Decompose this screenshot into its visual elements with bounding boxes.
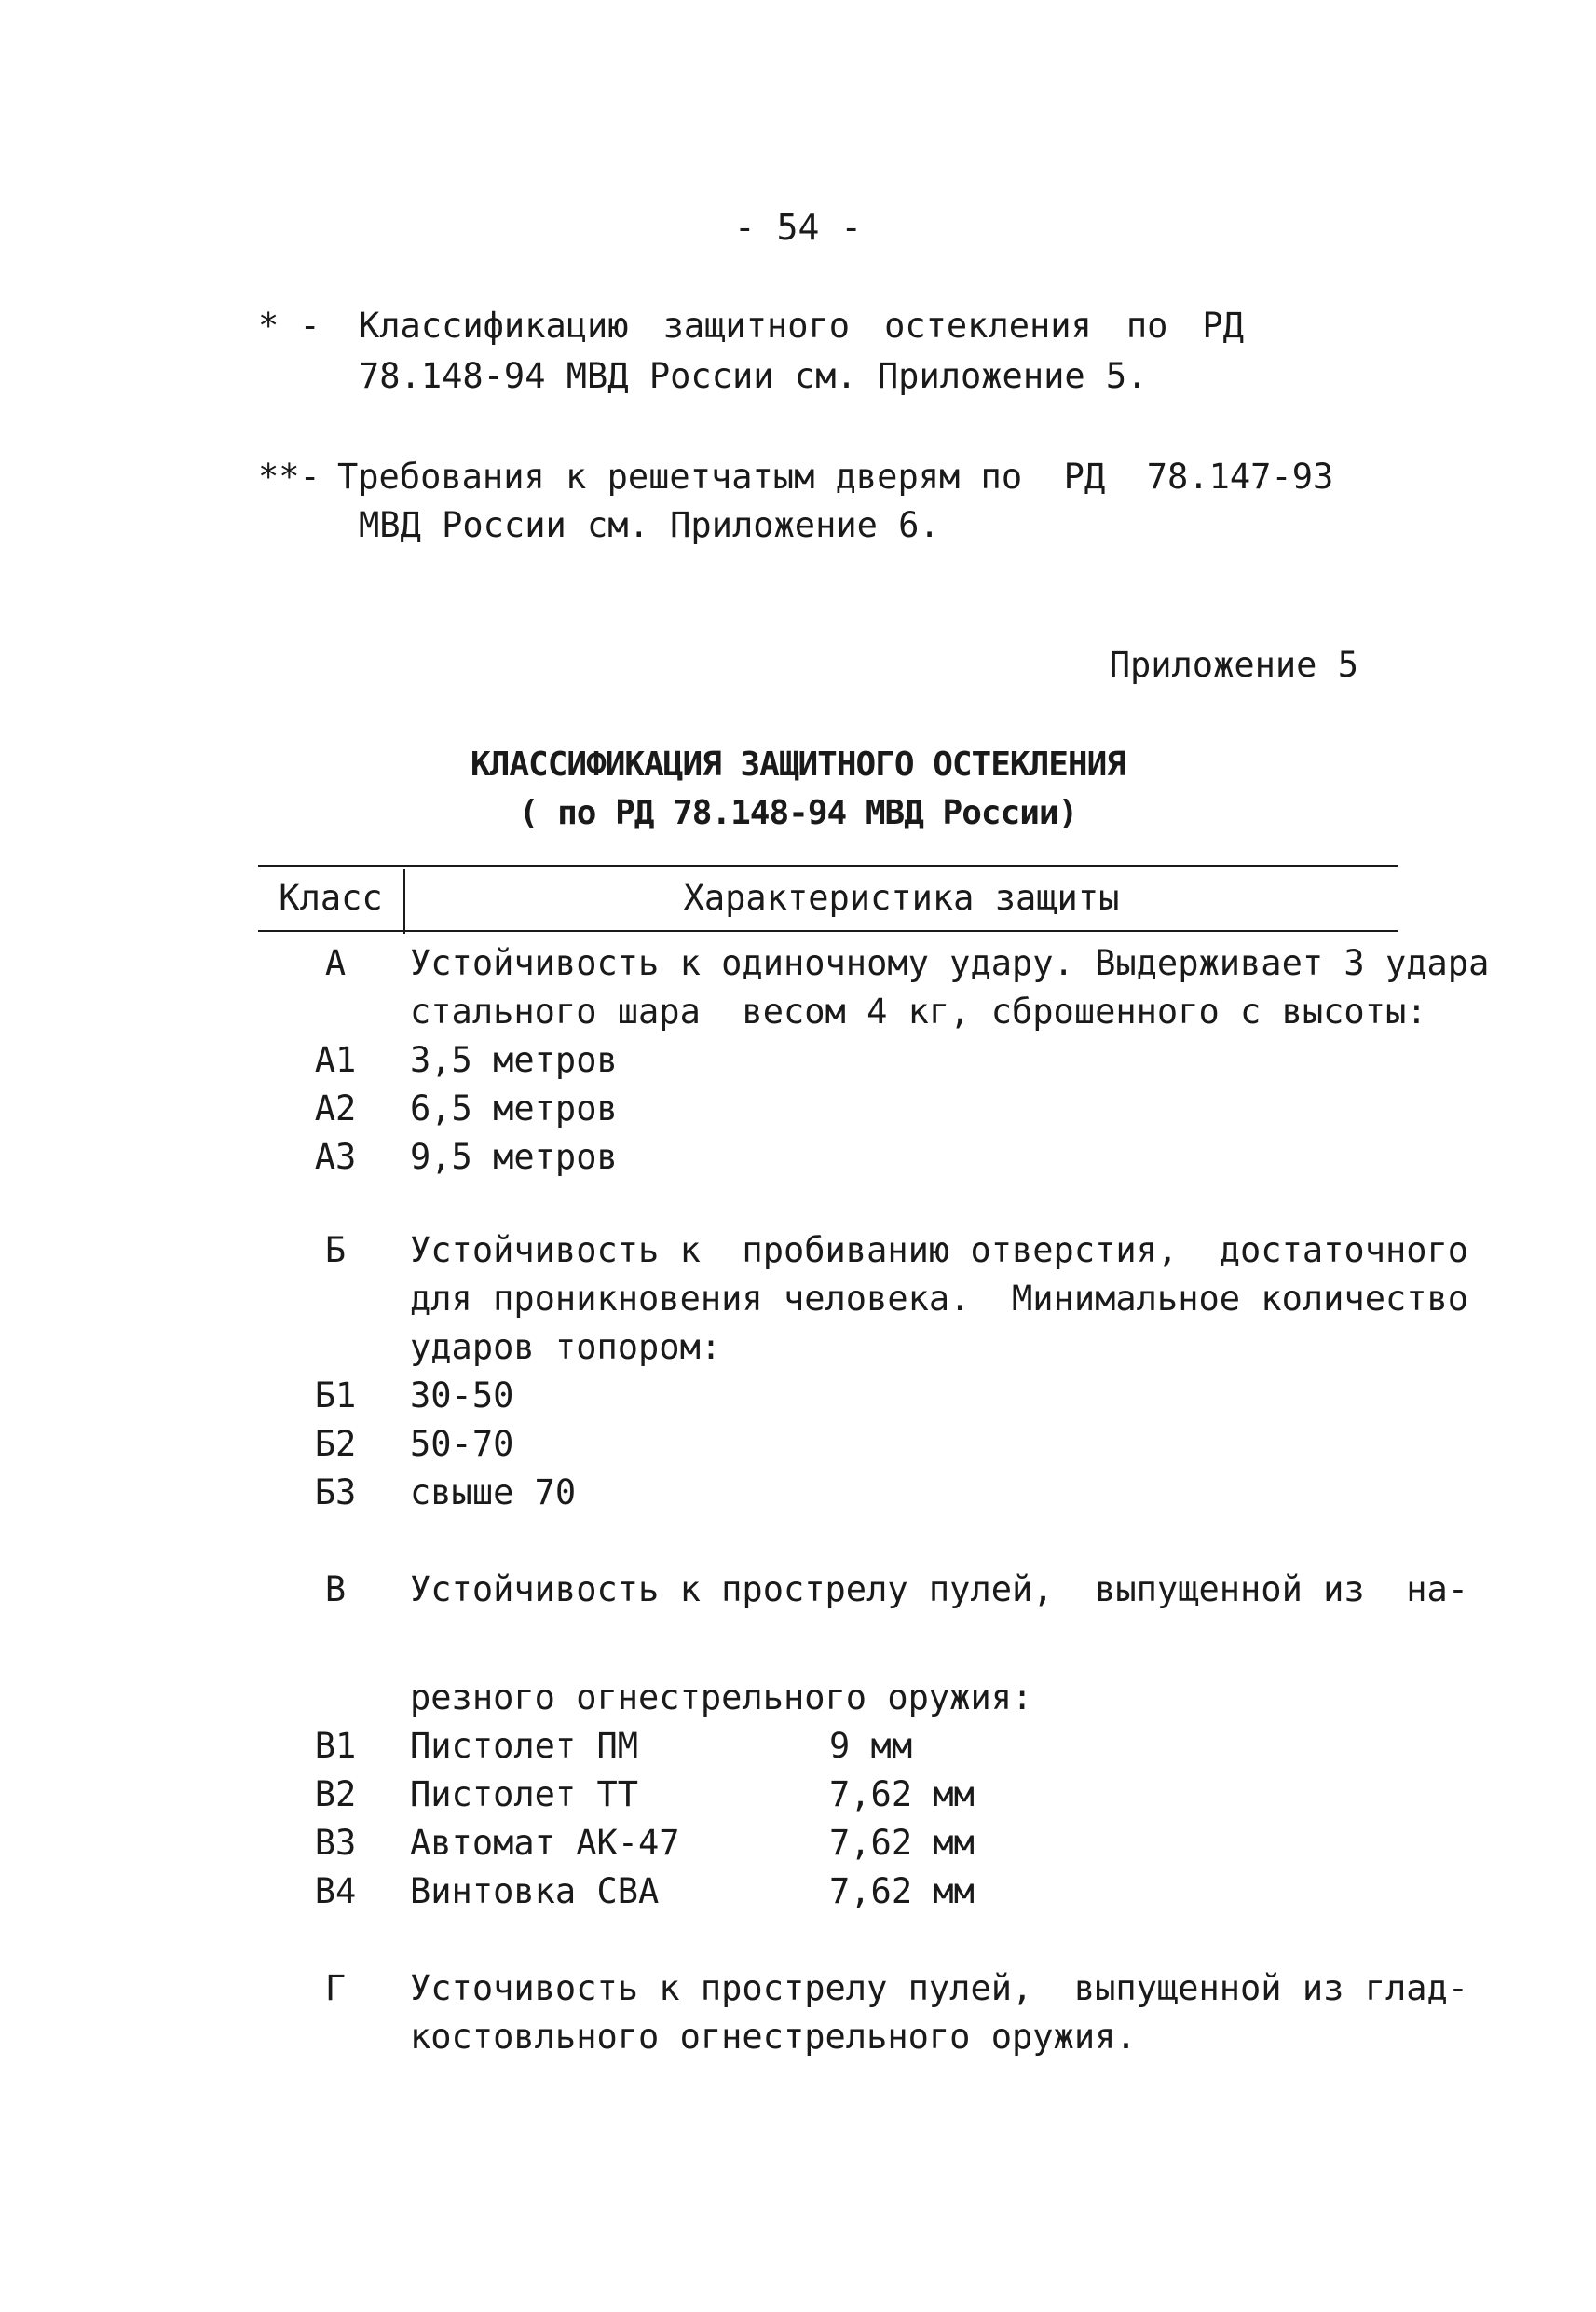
weapon-name: Пистолет ПМ <box>410 1726 639 1766</box>
subclass-label: Б1 <box>314 1375 357 1416</box>
class-label: Б <box>324 1230 347 1270</box>
subclass-label: А3 <box>314 1137 357 1177</box>
subclass-label: В3 <box>314 1823 357 1863</box>
subclass-label: В1 <box>314 1726 357 1766</box>
class-description-line: стального шара весом 4 кг, сброшенного с высоты: <box>410 992 1427 1032</box>
footnote-1-line-2: 78.148-94 МВД России см. Приложение 5. <box>359 356 1148 396</box>
footnote-1-word: РД <box>1202 306 1244 346</box>
subclass-label: Б2 <box>314 1424 357 1464</box>
footnote-1-line-1 <box>359 306 1244 346</box>
subclass-value: 30-50 <box>410 1375 514 1416</box>
page-number: - 54 - <box>733 207 863 248</box>
class-label: Г <box>324 1968 347 2008</box>
weapon-name: Винтовка СВА <box>410 1871 660 1911</box>
weapon-name: Пистолет ТТ <box>410 1774 639 1814</box>
subclass-label: В4 <box>314 1871 357 1911</box>
table-header-characteristic: Характеристика защиты <box>683 878 1120 918</box>
class-description-line: резного огнестрельного оружия: <box>410 1677 1033 1717</box>
caliber-value: 7,62 мм <box>829 1774 975 1814</box>
caliber-value: 7,62 мм <box>829 1871 975 1911</box>
heading-subtitle: ( по РД 78.148-94 МВД России) <box>518 794 1078 832</box>
class-description-line: Устойчивость к пробиванию отверстия, достаточного <box>410 1230 1469 1270</box>
heading-title: КЛАССИФИКАЦИЯ ЗАЩИТНОГО ОСТЕКЛЕНИЯ <box>471 746 1125 784</box>
footnote-1-word: остекления <box>884 306 1092 346</box>
footnote-1-word: по <box>1125 306 1168 346</box>
weapon-name: Автомат АК-47 <box>410 1823 680 1863</box>
class-description-line: Усточивость к прострелу пулей, выпущенной из глад- <box>410 1968 1469 2008</box>
subclass-value: 3,5 метров <box>410 1040 618 1080</box>
table-header-class: Класс <box>279 878 383 918</box>
class-description-line: Устойчивость к одиночному удару. Выдерживает 3 удара <box>410 943 1490 983</box>
subclass-value: свыше 70 <box>410 1472 577 1512</box>
subclass-label: А1 <box>314 1040 357 1080</box>
table-top-rule <box>258 865 1398 867</box>
class-description-line: костовльного огнестрельного оружия. <box>410 2017 1137 2057</box>
subclass-label: А2 <box>314 1088 357 1129</box>
subclass-value: 50-70 <box>410 1424 514 1464</box>
footnote-2-mark: **- <box>258 457 321 497</box>
subclass-label: В2 <box>314 1774 357 1814</box>
subclass-label: Б3 <box>314 1472 357 1512</box>
subclass-value: 6,5 метров <box>410 1088 618 1129</box>
class-description-line: Устойчивость к прострелу пулей, выпущенной из на- <box>410 1569 1469 1609</box>
footnote-2-line-1: Требования к решетчатым дверям по РД 78.147-93 <box>337 457 1334 497</box>
caliber-value: 7,62 мм <box>829 1823 975 1863</box>
class-label: А <box>324 943 347 983</box>
footnote-1-word: защитного <box>662 306 851 346</box>
footnote-2-line-2: МВД России см. Приложение 6. <box>359 505 940 545</box>
footnote-1-word: Классификацию <box>359 306 629 346</box>
class-description-line: для проникновения человека. Минимальное количество <box>410 1279 1469 1319</box>
class-description-line: ударов топором: <box>410 1327 722 1367</box>
subclass-value: 9,5 метров <box>410 1137 618 1177</box>
footnote-1-mark: * - <box>258 306 321 346</box>
class-label: В <box>324 1569 347 1609</box>
table-header-rule <box>258 930 1398 932</box>
appendix-label: Приложение 5 <box>1109 645 1358 685</box>
caliber-value: 9 мм <box>829 1726 913 1766</box>
